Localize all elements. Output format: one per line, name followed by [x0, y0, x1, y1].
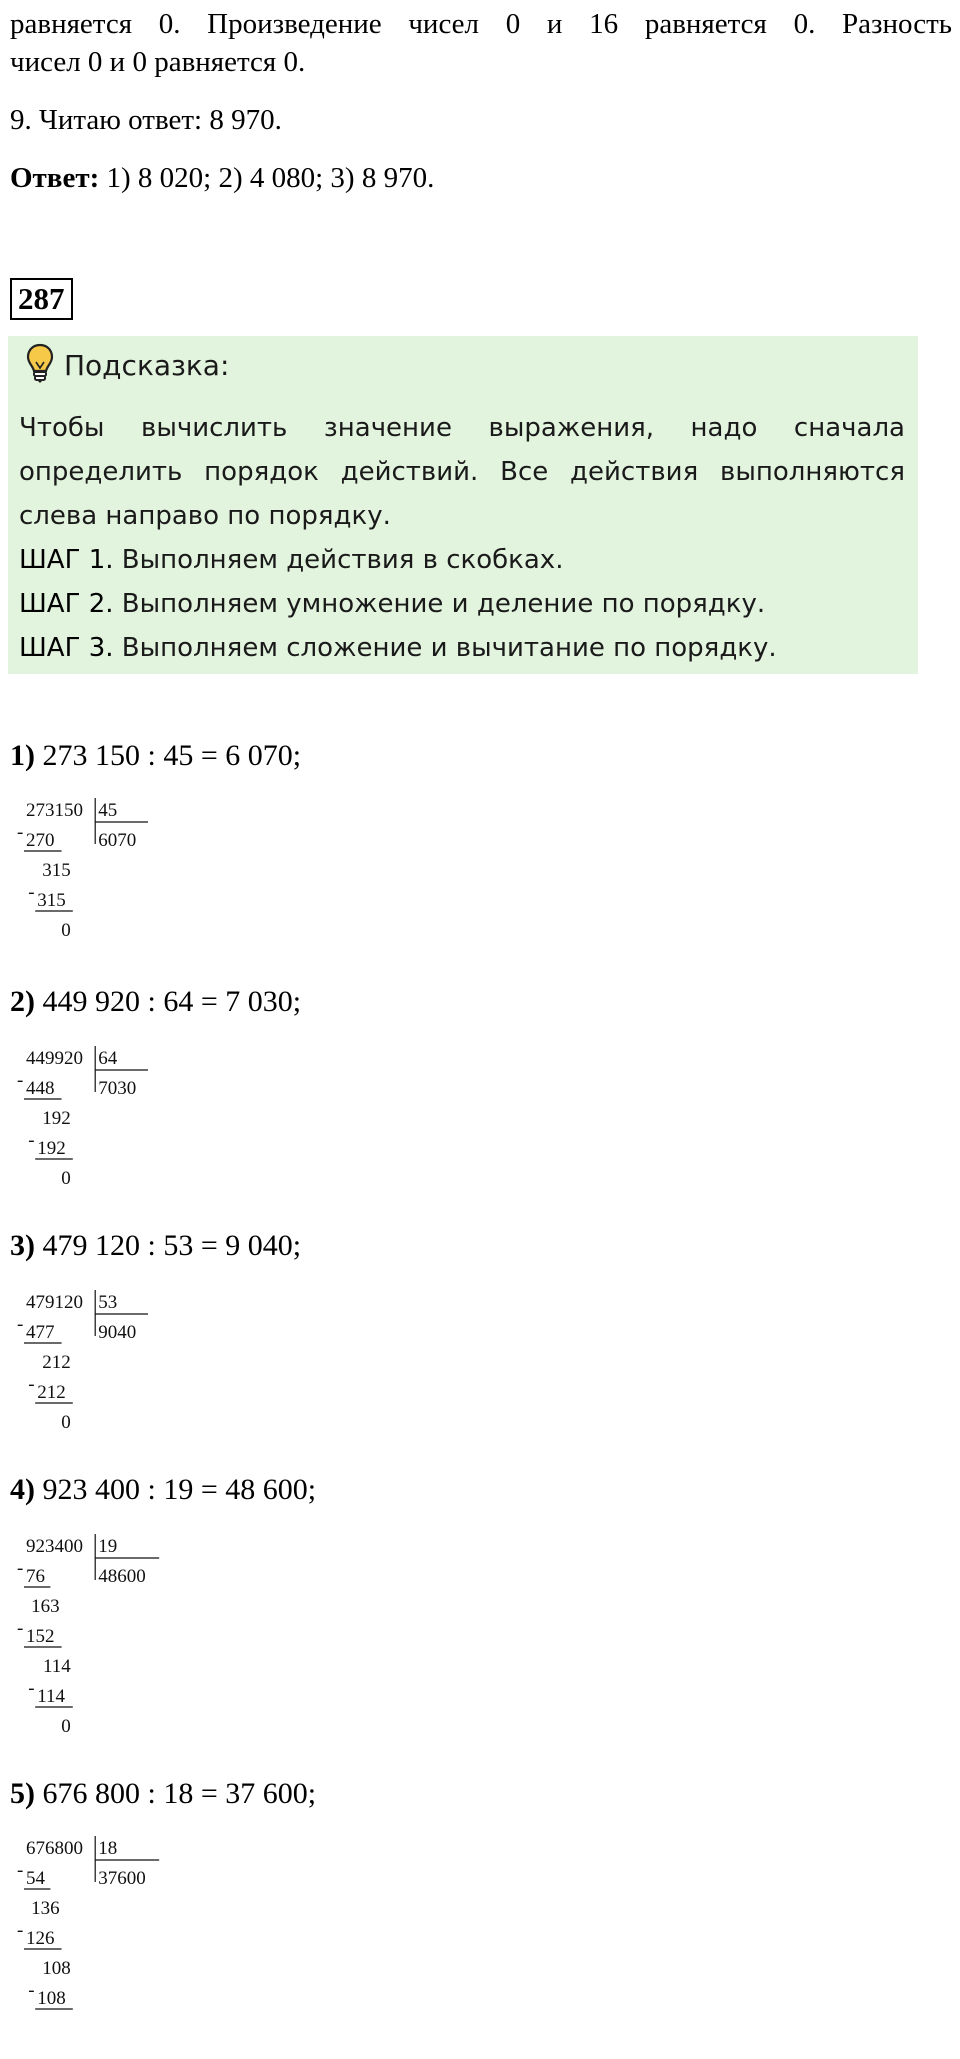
minus-sign: - [17, 1920, 24, 1941]
dividend: 449920 [26, 1048, 83, 1069]
long-division-1 [18, 796, 218, 961]
subtrahend: 212 [37, 1382, 66, 1403]
long-division-diagram [18, 1532, 218, 1752]
dividend: 479120 [26, 1292, 83, 1313]
hint-step-2 [19, 582, 905, 626]
step-label: ШАГ 2. [19, 589, 114, 619]
remainder: 108 [42, 1958, 71, 1979]
problem-number: 3) [10, 1229, 35, 1262]
step-text: Выполняем умножение и деление по порядку. [113, 589, 766, 619]
intro-line-2: чисел 0 и 0 равняется 0. [10, 46, 306, 78]
remainder: 0 [61, 1412, 71, 1433]
problem-expression: 923 400 : 19 = 48 600; [35, 1473, 317, 1506]
problem-expression: 676 800 : 18 = 37 600; [35, 1777, 317, 1810]
divisor: 18 [98, 1838, 118, 1859]
step-text: Выполняем действия в скобках. [113, 545, 564, 575]
subtrahend: 192 [37, 1138, 66, 1159]
hint-step-3 [19, 626, 905, 670]
minus-sign: - [17, 1618, 24, 1639]
hint-body [19, 406, 905, 670]
step-label: ШАГ 1. [19, 545, 114, 575]
quotient: 48600 [98, 1566, 146, 1587]
hint-title: Подсказка: [64, 348, 230, 382]
divisor: 53 [98, 1292, 118, 1313]
dividend: 923400 [26, 1536, 83, 1557]
problem-expression: 273 150 : 45 = 6 070; [35, 739, 302, 772]
hint-header [26, 342, 229, 388]
remainder: 0 [61, 1716, 71, 1737]
minus-sign: - [17, 1314, 24, 1335]
problem-number: 4) [10, 1473, 35, 1506]
remainder: 315 [42, 860, 71, 881]
lightbulb-icon [26, 342, 54, 389]
subtrahend: 315 [37, 890, 66, 911]
problem-4 [10, 1472, 316, 1508]
quotient: 6070 [98, 830, 137, 851]
problem-1 [10, 738, 301, 774]
long-division-3 [18, 1288, 218, 1453]
hint-step-1 [19, 538, 905, 582]
step-text: Выполняем сложение и вычитание по порядку. [113, 633, 777, 663]
quotient: 9040 [98, 1322, 137, 1343]
minus-sign: - [28, 882, 35, 903]
dividend: 273150 [26, 800, 83, 821]
long-division-diagram [18, 1288, 218, 1448]
intro-line-3: 9. Читаю ответ: 8 970. [10, 104, 282, 136]
problem-number: 5) [10, 1777, 35, 1810]
hint-box [8, 336, 918, 674]
remainder: 192 [42, 1108, 71, 1129]
answer-text: 1) 8 020; 2) 4 080; 3) 8 970. [99, 162, 435, 194]
problem-expression: 449 920 : 64 = 7 030; [35, 985, 302, 1018]
quotient: 37600 [98, 1868, 146, 1889]
subtrahend: 448 [26, 1078, 55, 1099]
long-division-diagram [18, 1044, 218, 1204]
minus-sign: - [28, 1374, 35, 1395]
problem-expression: 479 120 : 53 = 9 040; [35, 1229, 302, 1262]
remainder: 136 [31, 1898, 60, 1919]
remainder: 163 [31, 1596, 60, 1617]
answer-label: Ответ: [10, 162, 100, 194]
step-label: ШАГ 3. [19, 633, 114, 663]
minus-sign: - [28, 1980, 35, 2001]
divisor: 45 [98, 800, 118, 821]
problem-3 [10, 1228, 301, 1264]
subtrahend: 54 [26, 1868, 45, 1889]
subtrahend: 152 [26, 1626, 55, 1647]
remainder: 212 [42, 1352, 71, 1373]
minus-sign: - [28, 1678, 35, 1699]
problem-number: 2) [10, 985, 35, 1018]
subtrahend: 76 [26, 1566, 45, 1587]
problem-number: 1) [10, 739, 35, 772]
task-number-box: 287 [10, 278, 73, 320]
problem-2 [10, 984, 301, 1020]
hint-line-3: слева направо по порядку. [19, 501, 391, 531]
hint-line-1: Чтобы вычислить значение выражения, надо сначала [19, 413, 905, 443]
minus-sign: - [17, 822, 24, 843]
remainder: 114 [43, 1656, 71, 1677]
minus-sign: - [28, 1130, 35, 1151]
minus-sign: - [17, 1070, 24, 1091]
problem-5 [10, 1776, 316, 1812]
subtrahend: 477 [26, 1322, 55, 1343]
previous-answer [10, 160, 434, 196]
divisor: 64 [98, 1048, 118, 1069]
long-division-2 [18, 1044, 218, 1209]
intro-line-1: равняется 0. Произведение чисел 0 и 16 равняется 0. Разность [10, 8, 952, 40]
dividend: 676800 [26, 1838, 83, 1859]
long-division-4 [18, 1532, 218, 1757]
long-division-diagram [18, 796, 218, 956]
minus-sign: - [17, 1860, 24, 1881]
subtrahend: 114 [37, 1686, 65, 1707]
subtrahend: 270 [26, 830, 55, 851]
remainder: 0 [61, 920, 71, 941]
long-division-diagram [18, 1834, 218, 2054]
subtrahend: 108 [37, 1988, 66, 2009]
quotient: 7030 [98, 1078, 137, 1099]
remainder: 0 [61, 1168, 71, 1189]
divisor: 19 [98, 1536, 118, 1557]
subtrahend: 126 [26, 1928, 55, 1949]
long-division-5 [18, 1834, 218, 2059]
hint-line-2: определить порядок действий. Все действия выполняются [19, 457, 905, 487]
minus-sign: - [17, 1558, 24, 1579]
